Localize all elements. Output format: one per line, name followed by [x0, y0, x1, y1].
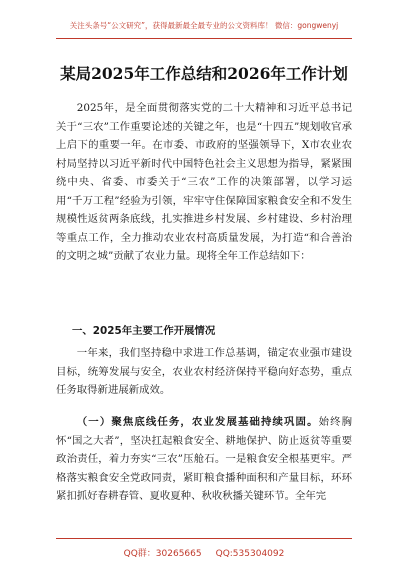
- intro-paragraph: 2025年，是全面贯彻落实党的二十大精神和习近平总书记关于“三农”工作重要论述的关键之年，也是“十四五”规划收官承上启下的重要一年。在市委、市政府的坚强领导下，X市农业农村局坚持以习近平新时代中国特色社会主义思想为指导，紧紧围绕中央、省委、市委关于“三农”工作的决策部署，以学习运用“千万工程”经验为引领，牢牢守住保障国家粮食安全和不发生规模性返贫两条底线，扎实推进乡村发展、乡村建设、乡村治理等重点工作，全力推动农业农村高质量发展，为打造“和合善治的文明之城”贡献了农业力量。现将全年工作总结如下：: [56, 102, 352, 262]
- footer-divider: [56, 538, 352, 539]
- section-heading: 一、2025年主要工作开展情况: [72, 325, 216, 337]
- footer-qq-group: QQ群：30265665: [123, 549, 202, 559]
- section-paragraph: 一年来，我们坚持稳中求进工作总基调，锚定农业强市建设目标，统筹发展与安全，农业农村经济保持平稳向好态势，重点任务取得新进展新成效。: [56, 347, 352, 396]
- subsection-text: 始终胸怀“国之大者”，坚决扛起粮食安全、耕地保护、防止返贫等重要政治责任，着力夯实“三农”压舱石。一是粮食安全根基更牢。严格落实粮食安全党政同责，紧盯粮食播种面积和产量目标，环环紧扣抓好春耕春管、夏收夏种、秋收秋播关键环节。全年完: [56, 416, 353, 502]
- subsection-heading: （一）聚焦底线任务，农业发展基础持续巩固。: [76, 416, 319, 428]
- footer: [0, 546, 408, 559]
- header-banner: 关注头条号“公文研究”，获得最新最全最专业的公文资料库！ 微信：gongwenyj: [69, 21, 339, 30]
- footer-qq-contact: QQ:535304092: [215, 549, 285, 559]
- header-divider: [56, 38, 352, 39]
- subsection-paragraph: [56, 413, 352, 506]
- document-title: 某局2025年工作总结和2026年工作计划: [60, 64, 348, 83]
